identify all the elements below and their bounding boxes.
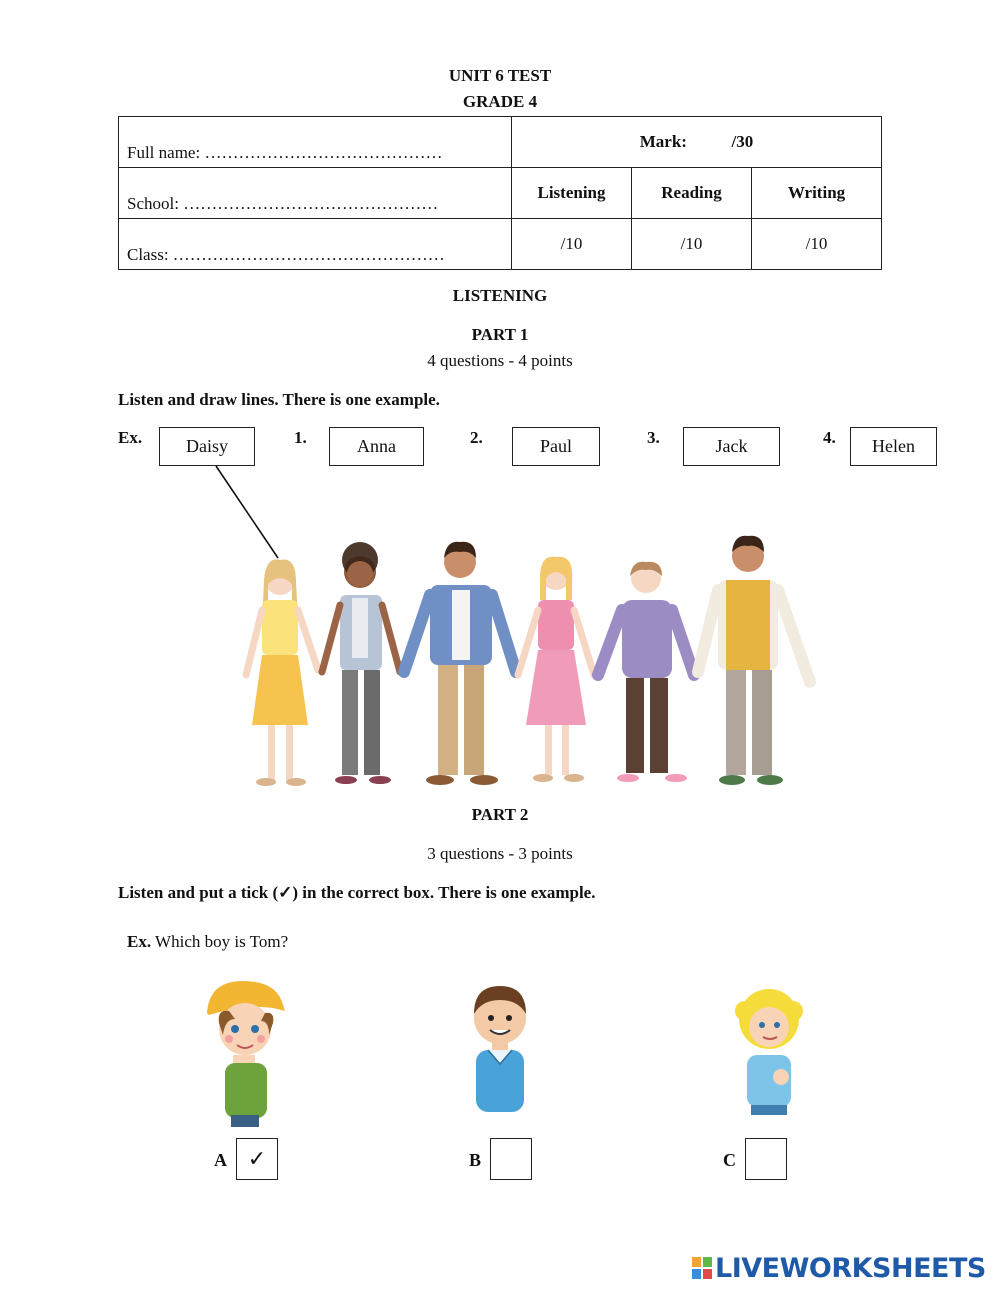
listening-header: Listening bbox=[512, 168, 632, 219]
item-number: 2. bbox=[470, 428, 483, 447]
person-4[interactable] bbox=[518, 557, 594, 782]
class-field[interactable]: Class: ………………………………………… bbox=[119, 219, 512, 270]
reading-score[interactable]: /10 bbox=[632, 219, 752, 270]
name-box-anna[interactable]: Anna bbox=[329, 427, 424, 466]
person-5[interactable] bbox=[598, 562, 694, 782]
boy-a-image bbox=[195, 975, 295, 1130]
option-b-checkbox[interactable] bbox=[490, 1138, 532, 1180]
item-number: 4. bbox=[823, 428, 836, 447]
part2-subtitle: 3 questions - 3 points bbox=[427, 844, 573, 863]
name-box-jack[interactable]: Jack bbox=[683, 427, 780, 466]
listening-score[interactable]: /10 bbox=[512, 219, 632, 270]
liveworksheets-logo[interactable] bbox=[692, 1253, 986, 1284]
item-number: 1. bbox=[294, 428, 307, 447]
writing-header: Writing bbox=[752, 168, 882, 219]
reading-header: Reading bbox=[632, 168, 752, 219]
example-question bbox=[127, 932, 288, 952]
example-connector-line bbox=[216, 466, 278, 558]
person-daisy[interactable] bbox=[246, 559, 318, 786]
name-box-paul[interactable]: Paul bbox=[512, 427, 600, 466]
boy-c-image bbox=[725, 985, 810, 1120]
option-a-checkbox[interactable]: ✓ bbox=[236, 1138, 278, 1180]
logo-mark-icon bbox=[692, 1255, 712, 1277]
option-b-label: B bbox=[469, 1150, 482, 1170]
item-number: 3. bbox=[647, 428, 660, 447]
part2-title: PART 2 bbox=[471, 805, 529, 824]
student-info-table bbox=[118, 116, 882, 270]
part1-subtitle: 4 questions - 4 points bbox=[427, 351, 573, 370]
option-a-label: A bbox=[214, 1150, 227, 1170]
option-c-checkbox[interactable] bbox=[745, 1138, 787, 1180]
part1-title: PART 1 bbox=[471, 325, 529, 344]
item-number: Ex. bbox=[118, 428, 143, 447]
person-2[interactable] bbox=[322, 542, 400, 784]
part1-instruction: Listen and draw lines. There is one example. bbox=[118, 390, 440, 409]
logo-text: LIVEWORKSHEETS bbox=[715, 1253, 986, 1284]
example-label: Ex. bbox=[127, 932, 152, 951]
section-title: LISTENING bbox=[452, 286, 548, 305]
part2-instruction: Listen and put a tick (✓) in the correct box. There is one example. bbox=[118, 883, 596, 902]
mark-label: Mark: bbox=[639, 132, 687, 151]
person-3[interactable] bbox=[404, 542, 516, 785]
grade-title: GRADE 4 bbox=[462, 92, 538, 111]
mark-total: /30 bbox=[731, 132, 754, 151]
mark-cell bbox=[512, 117, 882, 168]
boy-b-image bbox=[460, 980, 540, 1120]
example-question-text: Which boy is Tom? bbox=[155, 932, 289, 951]
test-title: UNIT 6 TEST bbox=[448, 66, 552, 85]
person-6[interactable] bbox=[698, 536, 810, 785]
name-box-daisy[interactable]: Daisy bbox=[159, 427, 255, 466]
name-box-helen[interactable]: Helen bbox=[850, 427, 937, 466]
full-name-field[interactable]: Full name: …………………………………… bbox=[119, 117, 512, 168]
writing-score[interactable]: /10 bbox=[752, 219, 882, 270]
people-illustration bbox=[0, 460, 1000, 800]
school-field[interactable]: School: ……………………………………… bbox=[119, 168, 512, 219]
option-c-label: C bbox=[723, 1150, 736, 1170]
